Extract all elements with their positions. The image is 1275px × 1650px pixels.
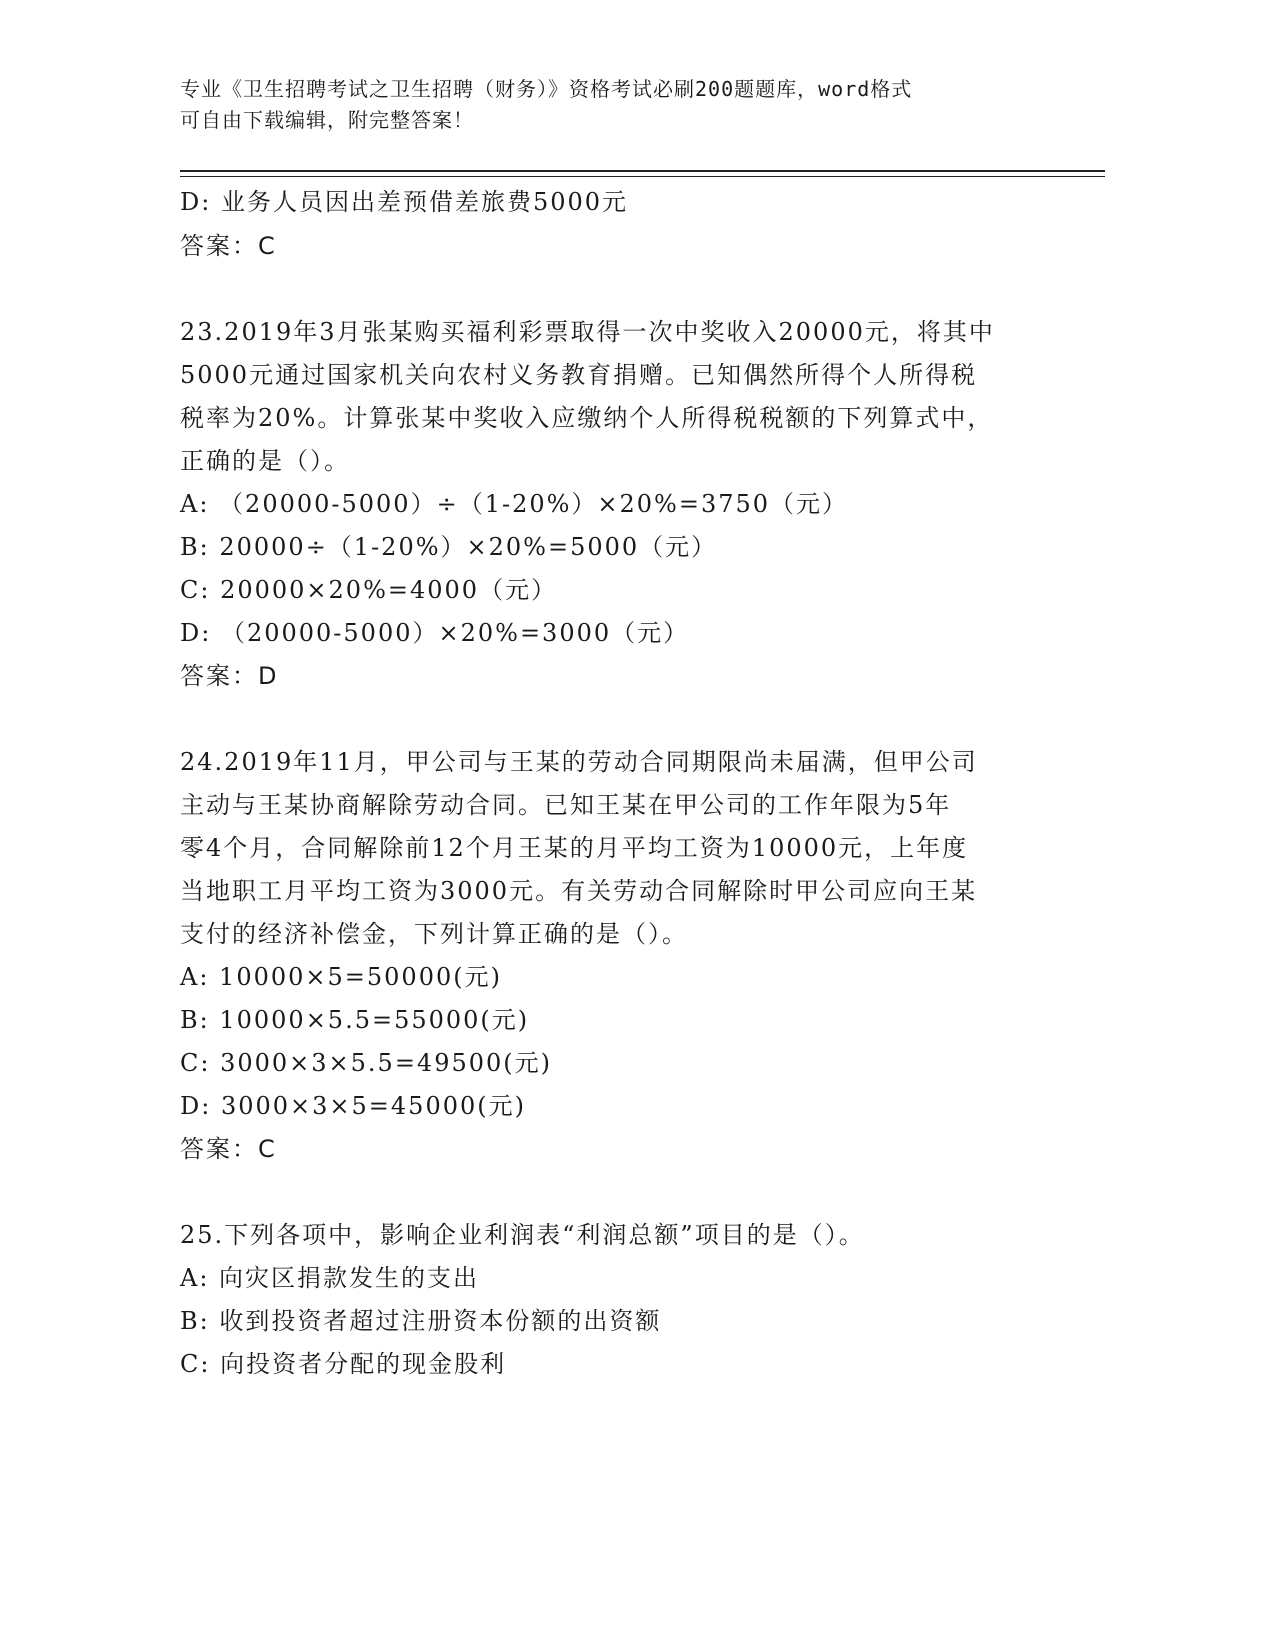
- question-gap: [180, 268, 1060, 311]
- q24-option-c: C: 3000×3×5.5=49500(元): [180, 1049, 552, 1077]
- q25-stem-line-1: 25.下列各项中，影响企业利润表“利润总额”项目的是（）。: [180, 1221, 865, 1249]
- q24-stem-line-2: 主动与王某协商解除劳动合同。已知王某在甲公司的工作年限为5年: [180, 791, 952, 819]
- q24-answer: 答案：C: [180, 1135, 277, 1163]
- q23-stem-line-1: 23.2019年3月张某购买福利彩票取得一次中奖收入20000元，将其中: [180, 318, 995, 346]
- q24-stem-line-4: 当地职工月平均工资为3000元。有关劳动合同解除时甲公司应向王某: [180, 877, 978, 905]
- question-gap: [180, 1171, 1060, 1214]
- q23-option-c: C: 20000×20%=4000（元）: [180, 576, 558, 604]
- q23-option-b: B: 20000÷（1-20%）×20%=5000（元）: [180, 533, 718, 561]
- question-25: [180, 1214, 1060, 1386]
- q25-option-a: A: 向灾区捐款发生的支出: [180, 1264, 480, 1292]
- q23-option-a: A: （20000-5000）÷（1-20%）×20%=3750（元）: [180, 490, 849, 518]
- q22-option-d: D: 业务人员因出差预借差旅费5000元: [180, 188, 629, 216]
- header-rule-thick: [180, 170, 1105, 172]
- question-24: [180, 741, 1060, 1171]
- header-line-2: 可自由下载编辑，附完整答案！: [180, 108, 474, 132]
- header-line-1: 专业《卫生招聘考试之卫生招聘（财务）》资格考试必刷200题题库，word格式: [180, 77, 913, 101]
- q25-option-c: C: 向投资者分配的现金股利: [180, 1350, 507, 1378]
- question-gap: [180, 698, 1060, 741]
- question-content: [180, 180, 1060, 1386]
- q22-answer: 答案：C: [180, 232, 277, 260]
- q23-answer: 答案：D: [180, 662, 279, 690]
- q23-stem-line-2: 5000元通过国家机关向农村义务教育捐赠。已知偶然所得个人所得税: [180, 361, 978, 389]
- q24-stem-line-5: 支付的经济补偿金，下列计算正确的是（）。: [180, 920, 688, 948]
- question-22-tail: [180, 180, 1060, 268]
- q23-stem-line-4: 正确的是（）。: [180, 447, 350, 475]
- header-rule-thin: [180, 176, 1105, 177]
- q25-option-b: B: 收到投资者超过注册资本份额的出资额: [180, 1307, 662, 1335]
- q24-option-a: A: 10000×5=50000(元): [180, 963, 502, 991]
- q24-option-d: D: 3000×3×5=45000(元): [180, 1092, 526, 1120]
- q23-option-d: D: （20000-5000）×20%=3000（元）: [180, 619, 690, 647]
- document-header: [180, 74, 1060, 136]
- q24-option-b: B: 10000×5.5=55000(元): [180, 1006, 530, 1034]
- q24-stem-line-3: 零4个月，合同解除前12个月王某的月平均工资为10000元，上年度: [180, 834, 969, 862]
- q23-stem-line-3: 税率为20%。计算张某中奖收入应缴纳个人所得税税额的下列算式中，: [180, 404, 994, 432]
- question-23: [180, 311, 1060, 698]
- q24-stem-line-1: 24.2019年11月，甲公司与王某的劳动合同期限尚未届满，但甲公司: [180, 748, 978, 776]
